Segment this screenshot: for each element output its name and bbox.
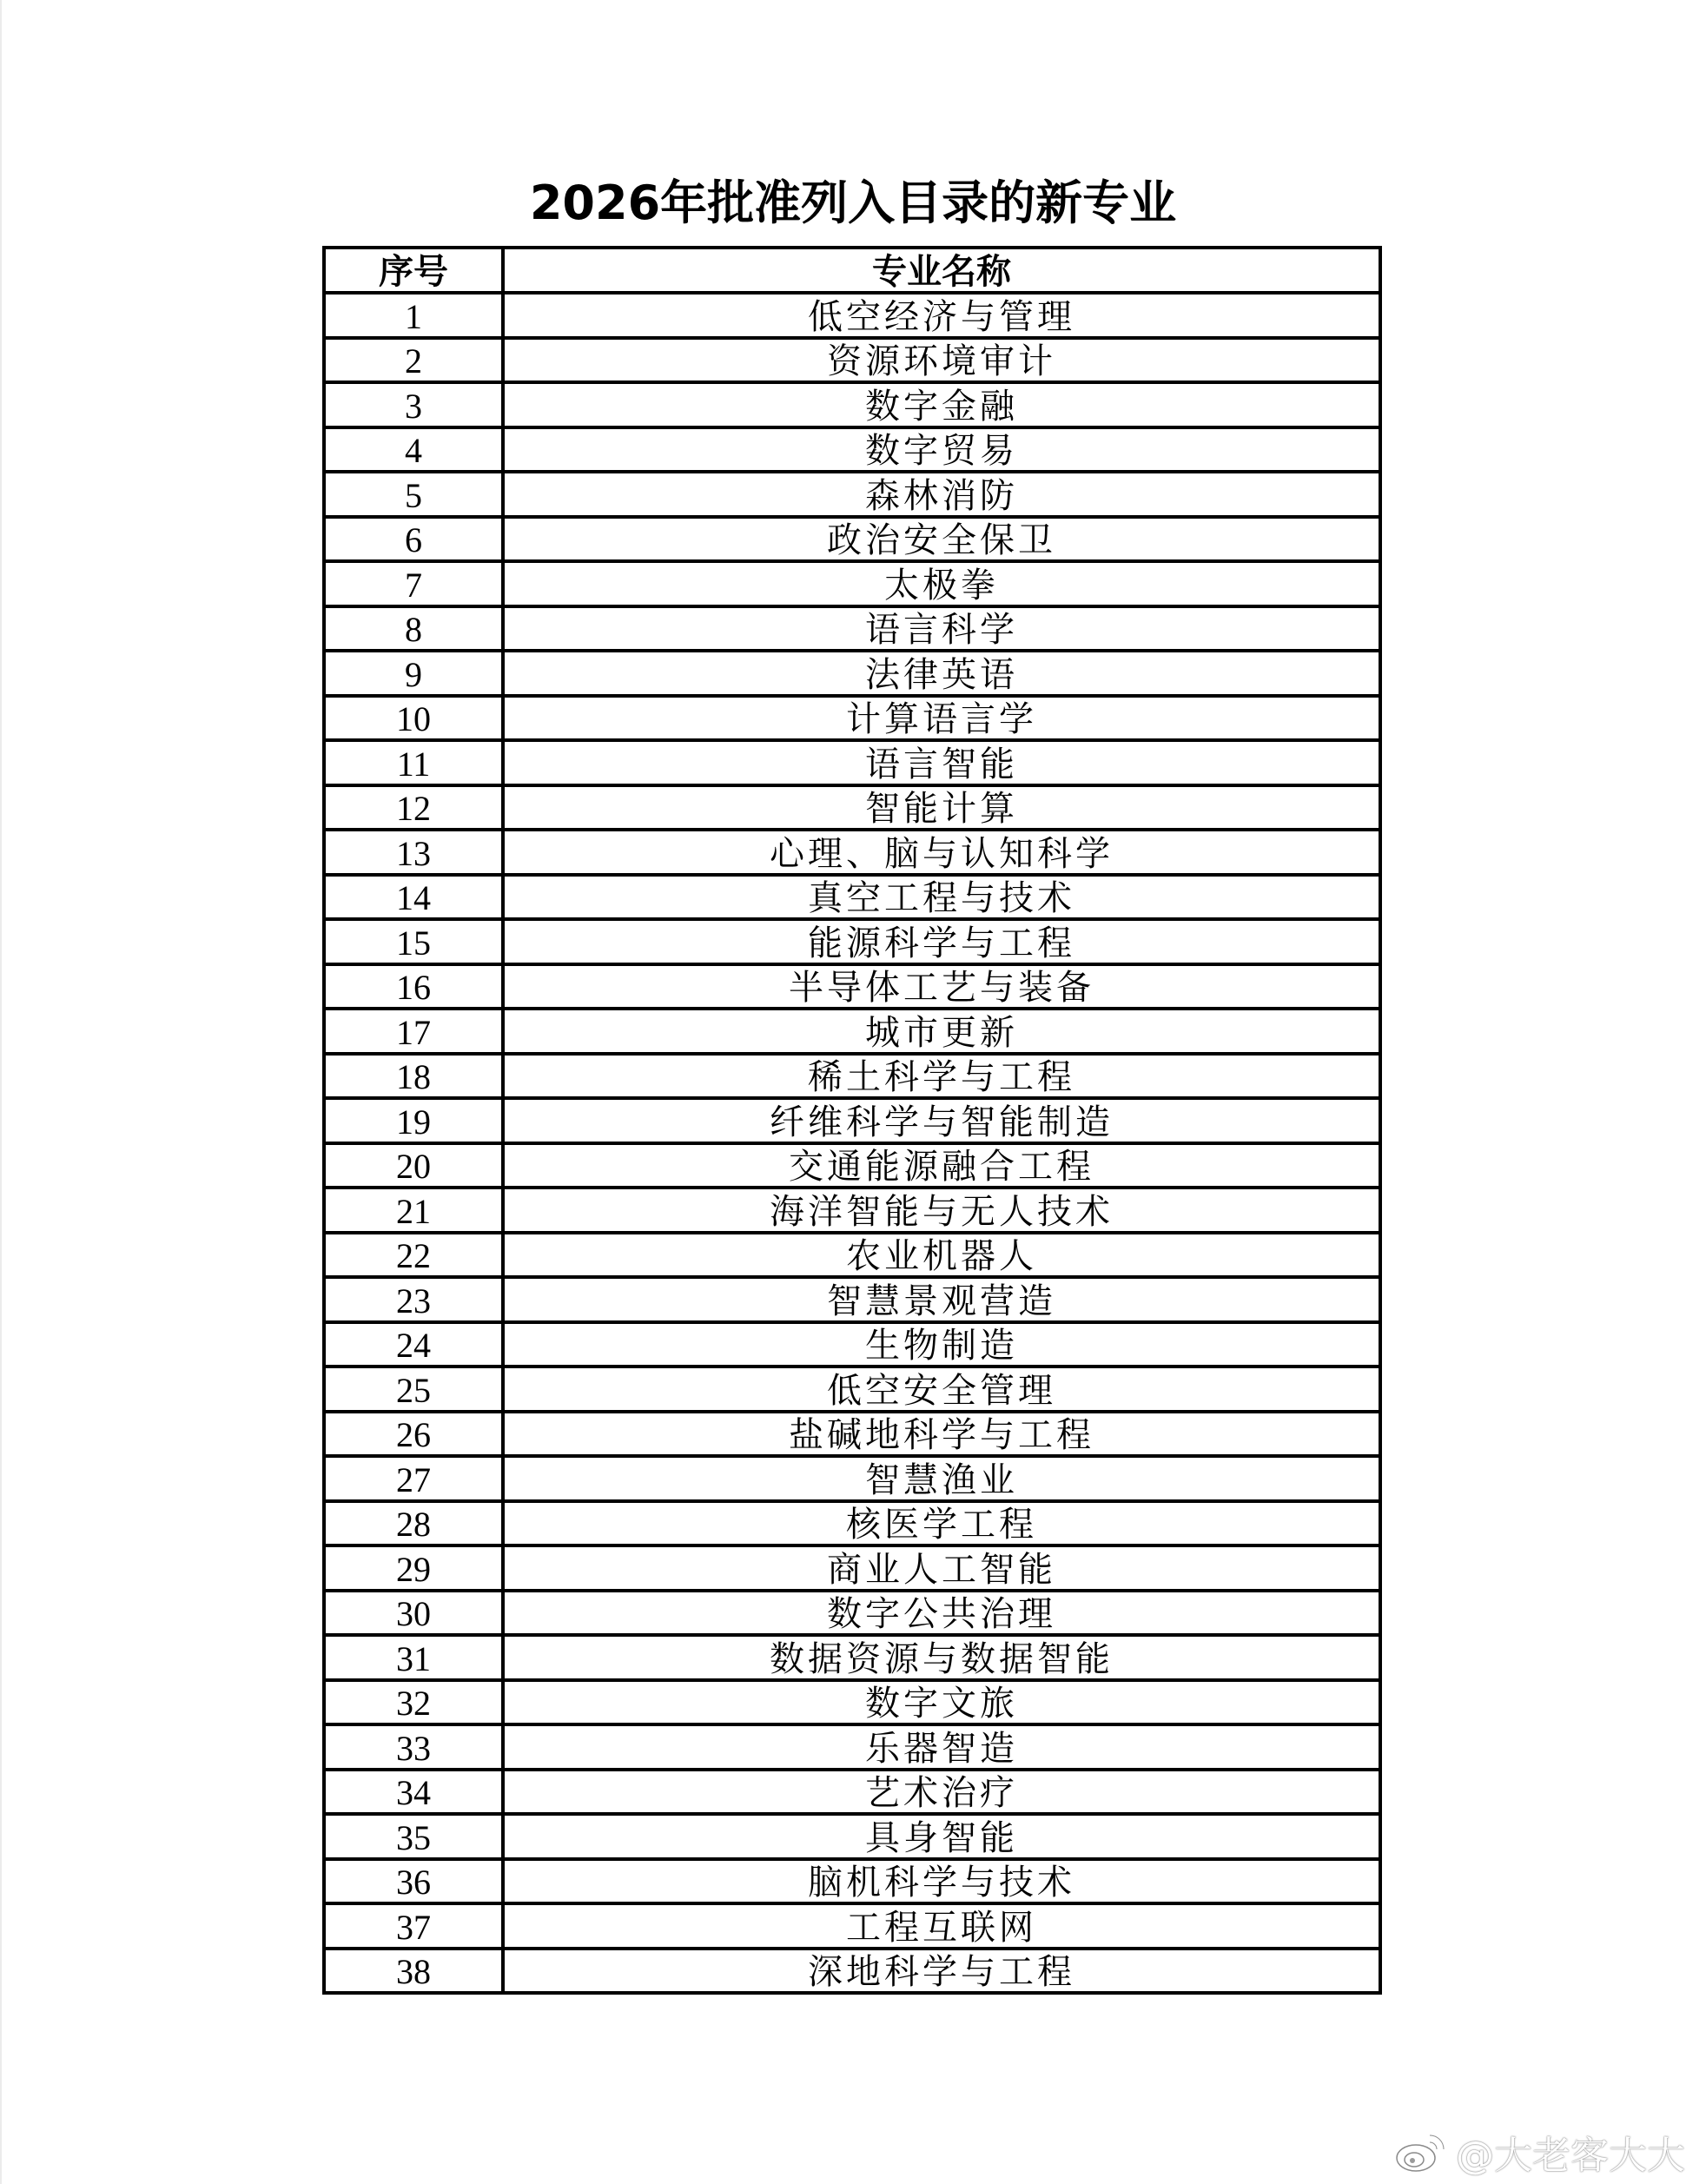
row-major-name: 城市更新 [503, 1009, 1380, 1054]
table-row [324, 740, 1380, 785]
row-major-name: 商业人工智能 [503, 1545, 1380, 1591]
weibo-logo-icon [1395, 2130, 1447, 2174]
row-major-name: 资源环境审计 [503, 338, 1380, 383]
row-major-name: 半导体工艺与装备 [503, 964, 1380, 1009]
row-major-name: 交通能源融合工程 [503, 1143, 1380, 1188]
row-major-name: 低空经济与管理 [503, 293, 1380, 338]
row-major-name: 工程互联网 [503, 1903, 1380, 1949]
row-index: 19 [324, 1098, 503, 1143]
row-index: 37 [324, 1903, 503, 1949]
header-major-name: 专业名称 [503, 248, 1380, 293]
table-row [324, 1680, 1380, 1725]
table-row [324, 561, 1380, 606]
row-index: 29 [324, 1545, 503, 1591]
row-major-name: 语言智能 [503, 740, 1380, 785]
row-index: 15 [324, 919, 503, 964]
row-index: 24 [324, 1322, 503, 1367]
row-major-name: 低空安全管理 [503, 1367, 1380, 1412]
header-index: 序号 [324, 248, 503, 293]
table-row [324, 338, 1380, 383]
row-major-name: 智慧景观营造 [503, 1277, 1380, 1322]
row-major-name: 深地科学与工程 [503, 1949, 1380, 1994]
table-row [324, 1322, 1380, 1367]
table-body [324, 293, 1380, 1993]
table-row [324, 651, 1380, 696]
row-major-name: 数字文旅 [503, 1680, 1380, 1725]
row-major-name: 法律英语 [503, 651, 1380, 696]
row-major-name: 真空工程与技术 [503, 875, 1380, 920]
row-major-name: 森林消防 [503, 472, 1380, 517]
table-row [324, 1009, 1380, 1054]
table-row [324, 919, 1380, 964]
row-major-name: 稀土科学与工程 [503, 1054, 1380, 1099]
row-index: 21 [324, 1188, 503, 1233]
row-major-name: 海洋智能与无人技术 [503, 1188, 1380, 1233]
page-edge [0, 0, 2, 2184]
table-row [324, 293, 1380, 338]
table-row [324, 1367, 1380, 1412]
row-major-name: 心理、脑与认知科学 [503, 830, 1380, 875]
table-row [324, 1412, 1380, 1457]
document-title: 2026年批准列入目录的新专业 [529, 175, 1177, 230]
table-row [324, 1949, 1380, 1994]
table-row [324, 1456, 1380, 1501]
table-row [324, 1277, 1380, 1322]
row-index: 7 [324, 561, 503, 606]
table-row [324, 1054, 1380, 1099]
majors-table [322, 246, 1382, 1995]
row-index: 8 [324, 606, 503, 652]
table-row [324, 472, 1380, 517]
table-row [324, 875, 1380, 920]
table-row [324, 382, 1380, 427]
row-major-name: 语言科学 [503, 606, 1380, 652]
table-row [324, 1143, 1380, 1188]
row-index: 32 [324, 1680, 503, 1725]
row-index: 25 [324, 1367, 503, 1412]
row-major-name: 智慧渔业 [503, 1456, 1380, 1501]
row-major-name: 乐器智造 [503, 1724, 1380, 1770]
table-row [324, 1724, 1380, 1770]
row-index: 1 [324, 293, 503, 338]
row-major-name: 具身智能 [503, 1814, 1380, 1859]
row-index: 34 [324, 1770, 503, 1815]
table-row [324, 1859, 1380, 1904]
row-major-name: 艺术治疗 [503, 1770, 1380, 1815]
row-index: 31 [324, 1635, 503, 1680]
row-major-name: 脑机科学与技术 [503, 1859, 1380, 1904]
table-row [324, 696, 1380, 741]
row-index: 6 [324, 517, 503, 562]
table-row [324, 1591, 1380, 1636]
table-row [324, 1501, 1380, 1546]
table-header-row [324, 248, 1380, 293]
row-index: 16 [324, 964, 503, 1009]
row-index: 33 [324, 1724, 503, 1770]
row-index: 14 [324, 875, 503, 920]
row-index: 4 [324, 427, 503, 473]
watermark [1395, 2124, 1685, 2180]
row-index: 36 [324, 1859, 503, 1904]
row-index: 28 [324, 1501, 503, 1546]
row-major-name: 数字金融 [503, 382, 1380, 427]
table-row [324, 1814, 1380, 1859]
row-index: 10 [324, 696, 503, 741]
table-row [324, 427, 1380, 473]
row-major-name: 盐碱地科学与工程 [503, 1412, 1380, 1457]
row-index: 38 [324, 1949, 503, 1994]
row-index: 17 [324, 1009, 503, 1054]
row-major-name: 数字公共治理 [503, 1591, 1380, 1636]
table-row [324, 964, 1380, 1009]
row-index: 9 [324, 651, 503, 696]
table-row [324, 606, 1380, 652]
row-index: 3 [324, 382, 503, 427]
table-row [324, 1635, 1380, 1680]
row-major-name: 智能计算 [503, 785, 1380, 831]
row-index: 30 [324, 1591, 503, 1636]
table-row [324, 1233, 1380, 1278]
row-index: 35 [324, 1814, 503, 1859]
row-major-name: 农业机器人 [503, 1233, 1380, 1278]
table-row [324, 785, 1380, 831]
row-index: 5 [324, 472, 503, 517]
row-index: 13 [324, 830, 503, 875]
row-index: 12 [324, 785, 503, 831]
row-index: 20 [324, 1143, 503, 1188]
table-row [324, 517, 1380, 562]
row-major-name: 纤维科学与智能制造 [503, 1098, 1380, 1143]
row-index: 23 [324, 1277, 503, 1322]
row-index: 26 [324, 1412, 503, 1457]
row-major-name: 生物制造 [503, 1322, 1380, 1367]
row-index: 18 [324, 1054, 503, 1099]
row-major-name: 数据资源与数据智能 [503, 1635, 1380, 1680]
row-index: 11 [324, 740, 503, 785]
row-index: 27 [324, 1456, 503, 1501]
row-major-name: 太极拳 [503, 561, 1380, 606]
table-row [324, 1098, 1380, 1143]
row-major-name: 政治安全保卫 [503, 517, 1380, 562]
row-major-name: 能源科学与工程 [503, 919, 1380, 964]
row-major-name: 核医学工程 [503, 1501, 1380, 1546]
table-row [324, 1770, 1380, 1815]
table-row [324, 830, 1380, 875]
watermark-text: @大老客大大 [1456, 2134, 1685, 2178]
table-row [324, 1903, 1380, 1949]
table-row [324, 1545, 1380, 1591]
row-major-name: 计算语言学 [503, 696, 1380, 741]
row-index: 22 [324, 1233, 503, 1278]
table-row [324, 1188, 1380, 1233]
row-index: 2 [324, 338, 503, 383]
row-major-name: 数字贸易 [503, 427, 1380, 473]
